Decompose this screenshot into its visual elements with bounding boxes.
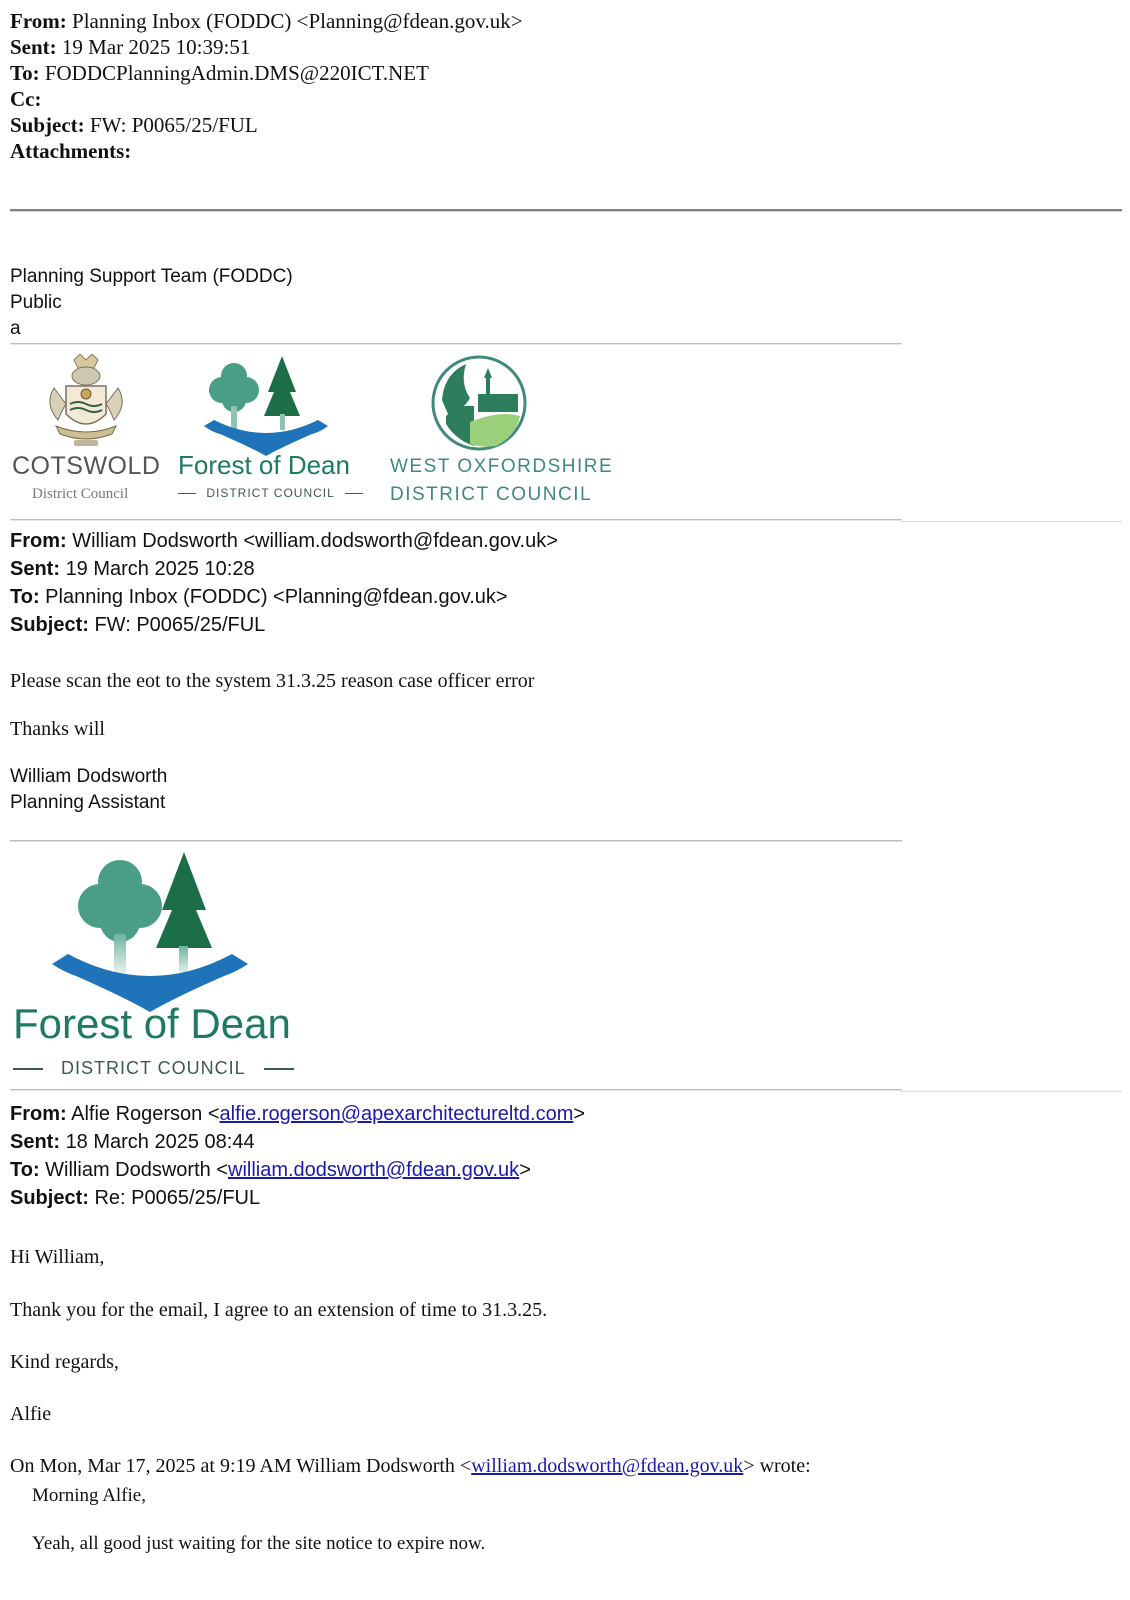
email3-to-label: To: [10, 1159, 40, 1181]
email3-sent-row [10, 1128, 585, 1156]
email3-from-name: Alfie Rogerson < [71, 1103, 220, 1125]
email3-to-close: > [519, 1159, 531, 1181]
email3-body: Thank you for the email, I agree to an extension of time to 31.3.25. [10, 1299, 548, 1321]
signature-team: Planning Support Team (FODDC) [10, 266, 293, 287]
email2-to-row [10, 583, 558, 611]
sent-value: 19 Mar 2025 10:39:51 [61, 35, 251, 59]
email3-closing: Kind regards, [10, 1351, 119, 1373]
divider-2-extension [900, 521, 1122, 522]
header-cc-row [10, 86, 523, 112]
subject-value: FW: P0065/25/FUL [89, 113, 258, 137]
email2-subject-label: Subject: [10, 614, 89, 636]
email2-from-value: William Dodsworth <william.dodsworth@fdean.gov.uk> [72, 530, 558, 552]
to-label: To: [10, 61, 40, 85]
from-value: Planning Inbox (FODDC) <Planning@fdean.gov.uk> [72, 9, 523, 33]
west-oxfordshire-logo-line1: WEST OXFORDSHIRE [390, 456, 614, 477]
forest-of-dean-tree-icon [200, 356, 332, 456]
sent-label: Sent: [10, 35, 57, 59]
forest-of-dean-large-logo-sub-row [13, 1058, 294, 1079]
email2-from-row [10, 527, 558, 555]
email2-to-label: To: [10, 586, 40, 608]
signature-public: Public [10, 292, 62, 313]
email2-signature-role: Planning Assistant [10, 792, 166, 813]
email2-meta [10, 527, 558, 639]
forest-of-dean-large-logo-name: Forest of Dean [13, 1000, 291, 1047]
divider-4-extension [900, 1091, 1122, 1092]
email-header [10, 8, 523, 164]
email3-greeting: Hi William, [10, 1246, 105, 1268]
cc-label: Cc: [10, 87, 42, 111]
divider-3 [10, 840, 902, 842]
divider-4 [10, 1089, 902, 1091]
cotswold-crest-icon [40, 354, 132, 452]
email2-to-value: Planning Inbox (FODDC) <Planning@fdean.gov.uk> [45, 586, 508, 608]
forest-of-dean-logo-sub: DISTRICT COUNCIL [206, 486, 335, 500]
to-value: FODDCPlanningAdmin.DMS@220ICT.NET [44, 61, 429, 85]
signature-top [10, 264, 293, 342]
email2-subject-row [10, 611, 558, 639]
email2-body-line2: Thanks will [10, 718, 105, 740]
email3-sent-value: 18 March 2025 08:44 [65, 1131, 255, 1153]
email2-sent-row [10, 555, 558, 583]
email3-to-email-link[interactable]: william.dodsworth@fdean.gov.uk [228, 1159, 520, 1181]
email3-from-row [10, 1100, 585, 1128]
cotswold-logo-name: COTSWOLD [12, 452, 161, 480]
divider-1 [10, 343, 902, 345]
divider-2 [10, 519, 902, 521]
west-oxfordshire-emblem-icon [430, 354, 528, 452]
email3-meta [10, 1100, 585, 1212]
cotswold-logo-sub: District Council [32, 486, 129, 502]
email2-sent-label: Sent: [10, 558, 60, 580]
email3-sent-label: Sent: [10, 1131, 60, 1153]
forest-of-dean-logo-sub-row [178, 486, 363, 500]
email3-subject-label: Subject: [10, 1187, 89, 1209]
email3-from-close: > [573, 1103, 586, 1125]
email3-to-name: William Dodsworth < [45, 1159, 228, 1181]
quote-intro-email-link[interactable]: william.dodsworth@fdean.gov.uk [471, 1455, 744, 1477]
email2-body-line1: Please scan the eot to the system 31.3.25 reason case officer error [10, 670, 535, 692]
email2-signature [10, 764, 167, 816]
email3-name: Alfie [10, 1403, 52, 1425]
quote-line2: Yeah, all good just waiting for the site notice to expire now. [32, 1533, 486, 1554]
header-subject-row [10, 112, 523, 138]
quote-intro-pre: On Mon, Mar 17, 2025 at 9:19 AM William Dodsworth < [10, 1455, 472, 1477]
email3-quote-intro [10, 1453, 811, 1479]
email2-signature-name: William Dodsworth [10, 766, 168, 787]
email3-from-label: From: [10, 1103, 67, 1125]
header-attachments-row [10, 138, 523, 164]
quote-intro-post: > wrote: [743, 1455, 811, 1477]
email3-from-email-link[interactable]: alfie.rogerson@apexarchitectureltd.com [219, 1103, 574, 1125]
header-divider [10, 209, 1122, 212]
signature-a: a [10, 318, 21, 339]
subject-label: Subject: [10, 113, 85, 137]
forest-of-dean-large-logo-sub: DISTRICT COUNCIL [61, 1058, 246, 1078]
email3-subject-value: Re: P0065/25/FUL [94, 1187, 261, 1209]
email2-subject-value: FW: P0065/25/FUL [94, 614, 266, 636]
forest-of-dean-large-tree-icon [50, 852, 250, 1012]
west-oxfordshire-logo-line2: DISTRICT COUNCIL [390, 484, 593, 505]
email2-from-label: From: [10, 530, 67, 552]
email3-to-row [10, 1156, 585, 1184]
quote-line1: Morning Alfie, [32, 1485, 146, 1506]
header-sent-row [10, 34, 523, 60]
from-label: From: [10, 9, 67, 33]
header-to-row [10, 60, 523, 86]
forest-of-dean-logo-name: Forest of Dean [178, 450, 350, 480]
email2-sent-value: 19 March 2025 10:28 [65, 558, 255, 580]
email3-subject-row [10, 1184, 585, 1212]
attachments-label: Attachments: [10, 139, 132, 163]
header-from-row [10, 8, 523, 34]
